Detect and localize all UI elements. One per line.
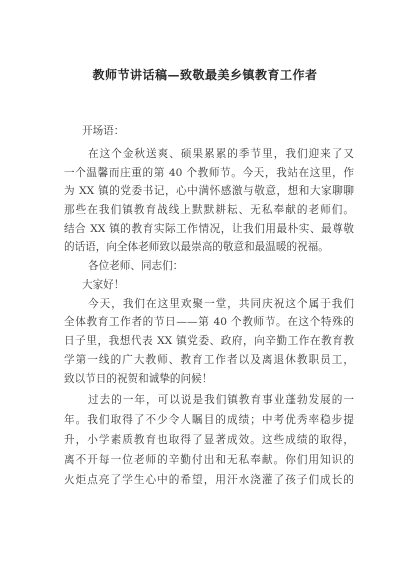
paragraph-line: 开场语： — [82, 125, 125, 137]
paragraph-line: 今天，我们在这里欢聚一堂，共同庆祝这个属于我们 — [88, 298, 354, 310]
paragraph-line: 年。我们取得了不少令人瞩目的成绩；中考优秀率稳步提 — [64, 414, 354, 426]
paragraph-line: 学第一线的广大教师、教育工作者以及离退休教职员工， — [64, 354, 354, 366]
paragraph-line: 过去的一年，可以说是我们镇教育事业蓬勃发展的一 — [88, 394, 354, 406]
paragraph-line: 结合 XX 镇的教育实际工作情况，让我们用最朴实、最尊敬 — [64, 223, 354, 235]
paragraph-line: 那些在我们镇教育战线上默默耕耘、无私奉献的老师们。 — [64, 204, 354, 216]
paragraph-line: 为 XX 镇的党委书记，心中满怀感激与敬意，想和大家聊聊 — [64, 185, 354, 197]
paragraph-line: 离不开每一位老师的辛勤付出和无私奉献。你们用知识的 — [64, 454, 354, 466]
paragraph-line: 一个温馨而庄重的第 40 个教师节。今天，我站在这里，作 — [64, 167, 354, 179]
paragraph-line: 大家好！ — [82, 279, 125, 291]
paragraph-line: 在这个金秋送爽、硕果累累的季节里，我们迎来了又 — [88, 148, 354, 160]
paragraph-line: 致以节日的祝贺和诚挚的问候！ — [64, 373, 213, 385]
paragraph-line: 升，小学素质教育也取得了显著成效。这些成绩的取得， — [64, 434, 354, 446]
paragraph-line: 的话语，向全体老师致以最崇高的敬意和最温暖的祝福。 — [64, 241, 329, 253]
paragraph-line: 全体教育工作者的节日——第 40 个教师节。在这个特殊的 — [64, 316, 354, 328]
document-title: 教师节讲话稿—致敬最美乡镇教育工作者 — [92, 68, 318, 82]
paragraph-line: 各位老师、同志们： — [88, 260, 184, 272]
paragraph-line: 火炬点亮了学生心中的希望，用汗水浇灌了孩子们成长的 — [64, 474, 354, 486]
paragraph-line: 日子里，我想代表 XX 镇党委、政府，向辛勤工作在教育教 — [64, 335, 354, 347]
